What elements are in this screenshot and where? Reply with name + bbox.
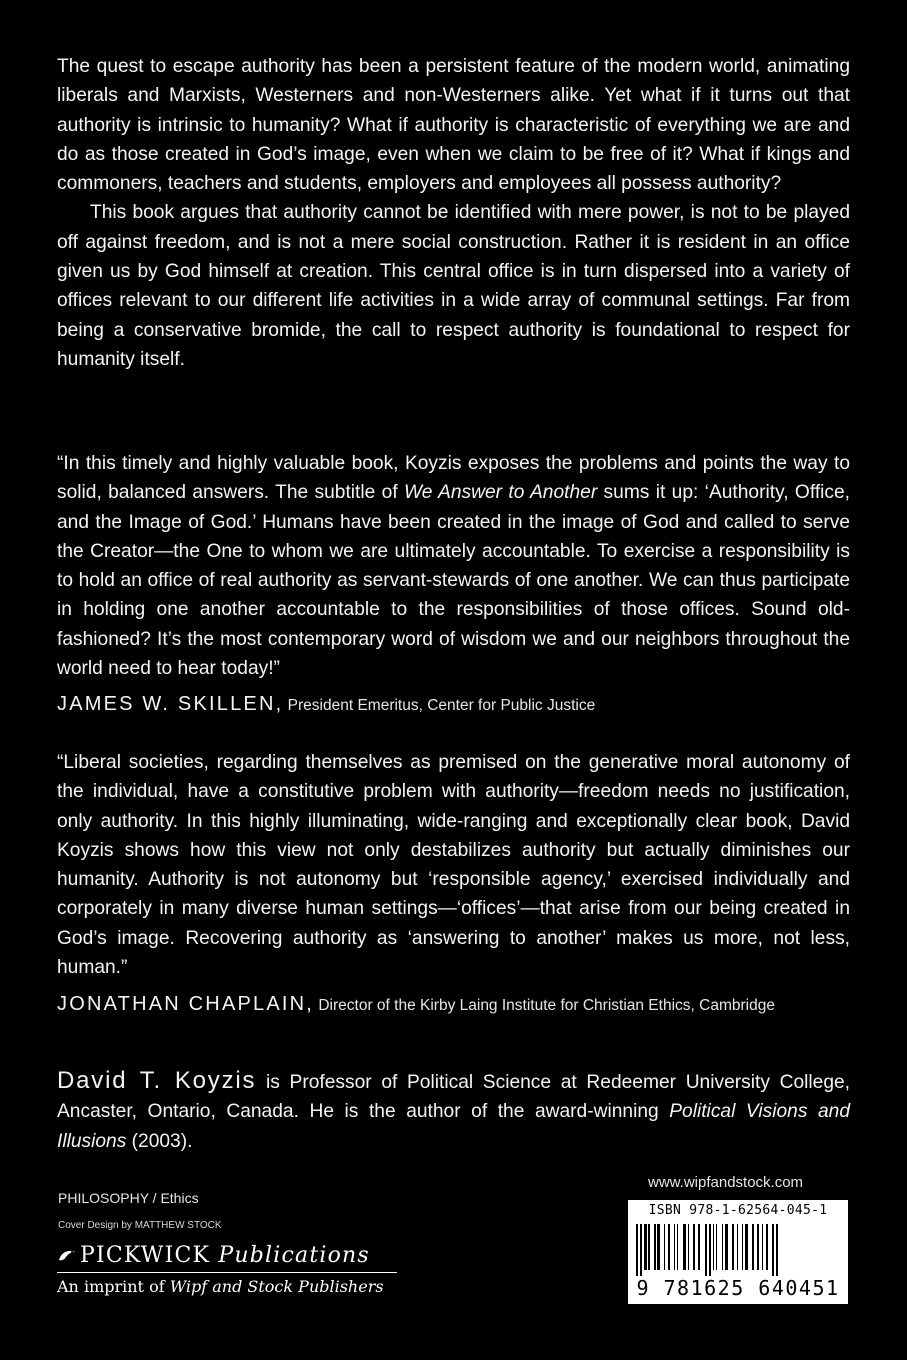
endorser-name: JONATHAN CHAPLAIN, — [57, 993, 315, 1015]
endorsement-quote: “Liberal societies, regarding themselves as premised on the generative moral autonomy of the individual, have a constitutive problem with authority—freedom needs no justification, only authority. In this highly illuminating, wide-ranging and exceptionally clear book, David Koyzis shows how this view not only destabilizes authority but actually diminishes our humanity. Authority is not autonomy but ‘responsible agency,’ exercised individually and corporately in many diverse human settings—‘offices’—that arise from our being created in God’s image. Recovering authority as ‘answering to another’ makes us more, not less, human.” — [57, 752, 850, 979]
barcode-bar — [737, 1224, 738, 1270]
publisher-name-main: PICKWICK — [80, 1243, 211, 1268]
endorsement-chaplain — [57, 748, 850, 982]
barcode-bar — [654, 1224, 656, 1270]
barcode-bar — [644, 1224, 647, 1270]
barcode-bar — [716, 1224, 717, 1270]
endorsement-skillen — [57, 449, 850, 683]
imprint-line — [57, 1277, 397, 1296]
barcode-bar — [664, 1224, 665, 1270]
description-paragraph-1: The quest to escape authority has been a persistent feature of the modern world, animating liberals and Marxists, Westerners and non-Westerners alike. Yet what if it turns out that authority is intrinsic to humanity? What if authority is characteristic of everything we are and do as those created in God’s image, even when we claim to be free of it? What if kings and commoners, teachers and students, employers and employees all possess authority? — [57, 56, 850, 195]
barcode-bar — [677, 1224, 678, 1270]
cover-design-credit: Cover Design by MATTHEW STOCK — [58, 1220, 222, 1231]
endorser-title: President Emeritus, Center for Public Justice — [287, 697, 596, 714]
isbn-label: ISBN 978-1-62564-045-1 — [648, 1203, 828, 1218]
endorser-title: Director of the Kirby Laing Institute for Christian Ethics, Cambridge — [318, 997, 775, 1014]
barcode-bars — [634, 1224, 842, 1276]
publisher-name — [57, 1243, 397, 1273]
barcode-bar — [693, 1224, 695, 1270]
book-title-reference: We Answer to Another — [404, 482, 598, 504]
author-book-title: Political Visions and Illusions — [57, 1101, 850, 1152]
barcode-bar — [757, 1224, 759, 1270]
barcode-bar — [674, 1224, 675, 1270]
barcode-bar — [766, 1224, 768, 1270]
barcode-bar — [725, 1224, 728, 1270]
book-description — [57, 52, 850, 374]
imprint-prefix: An imprint of — [57, 1277, 170, 1296]
barcode-bar — [668, 1224, 670, 1270]
barcode-bar — [657, 1224, 660, 1270]
author-name: David T. Koyzis — [57, 1067, 257, 1094]
barcode-bar — [636, 1224, 638, 1276]
isbn-barcode — [628, 1200, 848, 1304]
author-bio-text — [57, 1066, 850, 1156]
endorser-attribution-chaplain — [57, 993, 775, 1016]
barcode-bar — [698, 1224, 700, 1270]
imprint-publisher: Wipf and Stock Publishers — [169, 1277, 384, 1296]
author-bio-start: is Professor of Political Science at Redeemer University College, Ancaster, Ontario, Canada. He is the author of the award-winning — [57, 1072, 850, 1123]
barcode-bar — [688, 1224, 689, 1270]
barcode-bar — [640, 1224, 642, 1276]
barcode-bar — [722, 1224, 723, 1270]
description-paragraph-2: This book argues that authority cannot be identified with mere power, is not to be played off against freedom, and is not a mere social construction. Rather it is resident in an office given us by God himself at creation. This central office is in turn dispersed into a variety of offices relevant to our different life activities in a wide array of communal settings. Far from being a conservative bromide, the call to respect authority is foundational to respect for humanity itself. — [57, 202, 850, 370]
endorsement-quote — [57, 449, 850, 683]
barcode-bar — [648, 1224, 650, 1270]
publisher-name-italic: Publications — [218, 1243, 370, 1268]
endorser-attribution-skillen — [57, 693, 595, 716]
barcode-bar — [776, 1224, 778, 1276]
quote-text-end: sums it up: ‘Authority, Office, and the Image of God.’ Humans have been created in the image of God and called to serve the Creator—the One to whom we are ultimately accountable. To exercise a responsibility is to hold an office of real authority as servant-stewards of one another. We can thus participate in holding one another accountable to the responsibilities of those offices. Sound old-fashioned? It’s the most contemporary word of wisdom we and our neighbors throughout the world need to hear today!” — [57, 482, 851, 680]
publisher-logo — [57, 1243, 397, 1296]
pickwick-bird-icon — [57, 1248, 77, 1264]
author-bio — [57, 1066, 850, 1156]
barcode-bar — [713, 1224, 714, 1270]
barcode-bar — [709, 1224, 711, 1276]
barcode-bar — [705, 1224, 707, 1276]
subject-category: PHILOSOPHY / Ethics — [58, 1190, 199, 1206]
barcode-bar — [745, 1224, 748, 1270]
barcode-bar — [683, 1224, 686, 1270]
author-bio-end: (2003). — [126, 1130, 193, 1152]
barcode-bar — [752, 1224, 754, 1270]
barcode-bar — [762, 1224, 763, 1270]
endorser-name: JAMES W. SKILLEN, — [57, 693, 284, 715]
barcode-bar — [732, 1224, 734, 1270]
barcode-digits: 9 781625 640451 — [636, 1276, 840, 1300]
barcode-bar — [742, 1224, 743, 1270]
barcode-bar — [772, 1224, 774, 1276]
quote-text-start: “In this timely and highly valuable book, Koyzis exposes the problems and points the way to solid, balanced answers. The subtitle of — [57, 453, 850, 504]
publisher-website: www.wipfandstock.com — [648, 1174, 804, 1191]
